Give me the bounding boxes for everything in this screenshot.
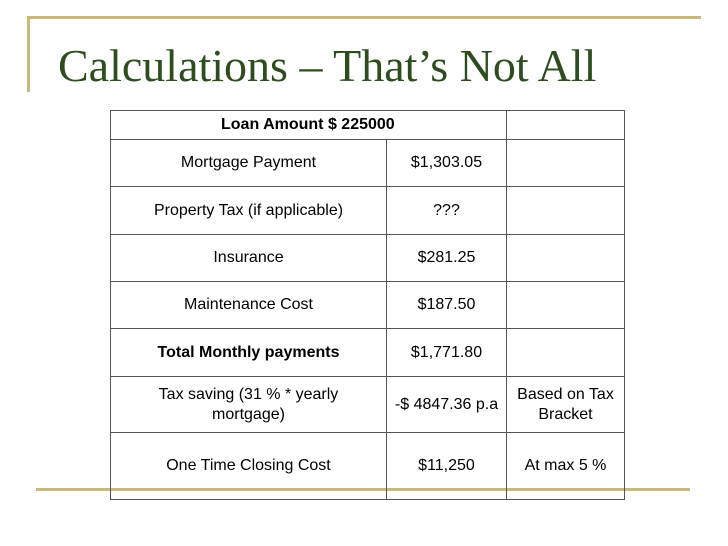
- row-value: $187.50: [387, 282, 507, 329]
- table-row-insurance: [111, 235, 625, 282]
- row-note: [507, 329, 625, 377]
- table-header-row: [111, 111, 625, 140]
- row-note: At max 5 %: [507, 433, 625, 500]
- slide-frame-left-line: [27, 16, 30, 92]
- row-note: [507, 187, 625, 235]
- table-row-mortgage-payment: [111, 140, 625, 187]
- table-row-tax-saving: [111, 377, 625, 433]
- row-note: [507, 140, 625, 187]
- row-value: $1,771.80: [387, 329, 507, 377]
- table-row-closing-cost: [111, 433, 625, 500]
- table-row-property-tax: [111, 187, 625, 235]
- row-label: Property Tax (if applicable): [111, 187, 387, 235]
- table-row-total-monthly-payments: [111, 329, 625, 377]
- table-row-maintenance-cost: [111, 282, 625, 329]
- row-value: $11,250: [387, 433, 507, 500]
- row-label: Tax saving (31 % * yearly mortgage): [111, 377, 387, 433]
- slide-title: Calculations – That’s Not All: [58, 40, 597, 91]
- row-label: Total Monthly payments: [111, 329, 387, 377]
- row-label: Mortgage Payment: [111, 140, 387, 187]
- loan-calculation-table: [110, 110, 625, 500]
- row-note: Based on Tax Bracket: [507, 377, 625, 433]
- row-label: One Time Closing Cost: [111, 433, 387, 500]
- row-note: [507, 235, 625, 282]
- loan-amount-header: Loan Amount $ 225000: [111, 111, 507, 140]
- header-note-cell: [507, 111, 625, 140]
- row-value: ???: [387, 187, 507, 235]
- row-label: Maintenance Cost: [111, 282, 387, 329]
- row-value: -$ 4847.36 p.a: [387, 377, 507, 433]
- row-value: $281.25: [387, 235, 507, 282]
- row-note: [507, 282, 625, 329]
- row-label: Insurance: [111, 235, 387, 282]
- slide-frame-top-line: [27, 16, 701, 19]
- row-value: $1,303.05: [387, 140, 507, 187]
